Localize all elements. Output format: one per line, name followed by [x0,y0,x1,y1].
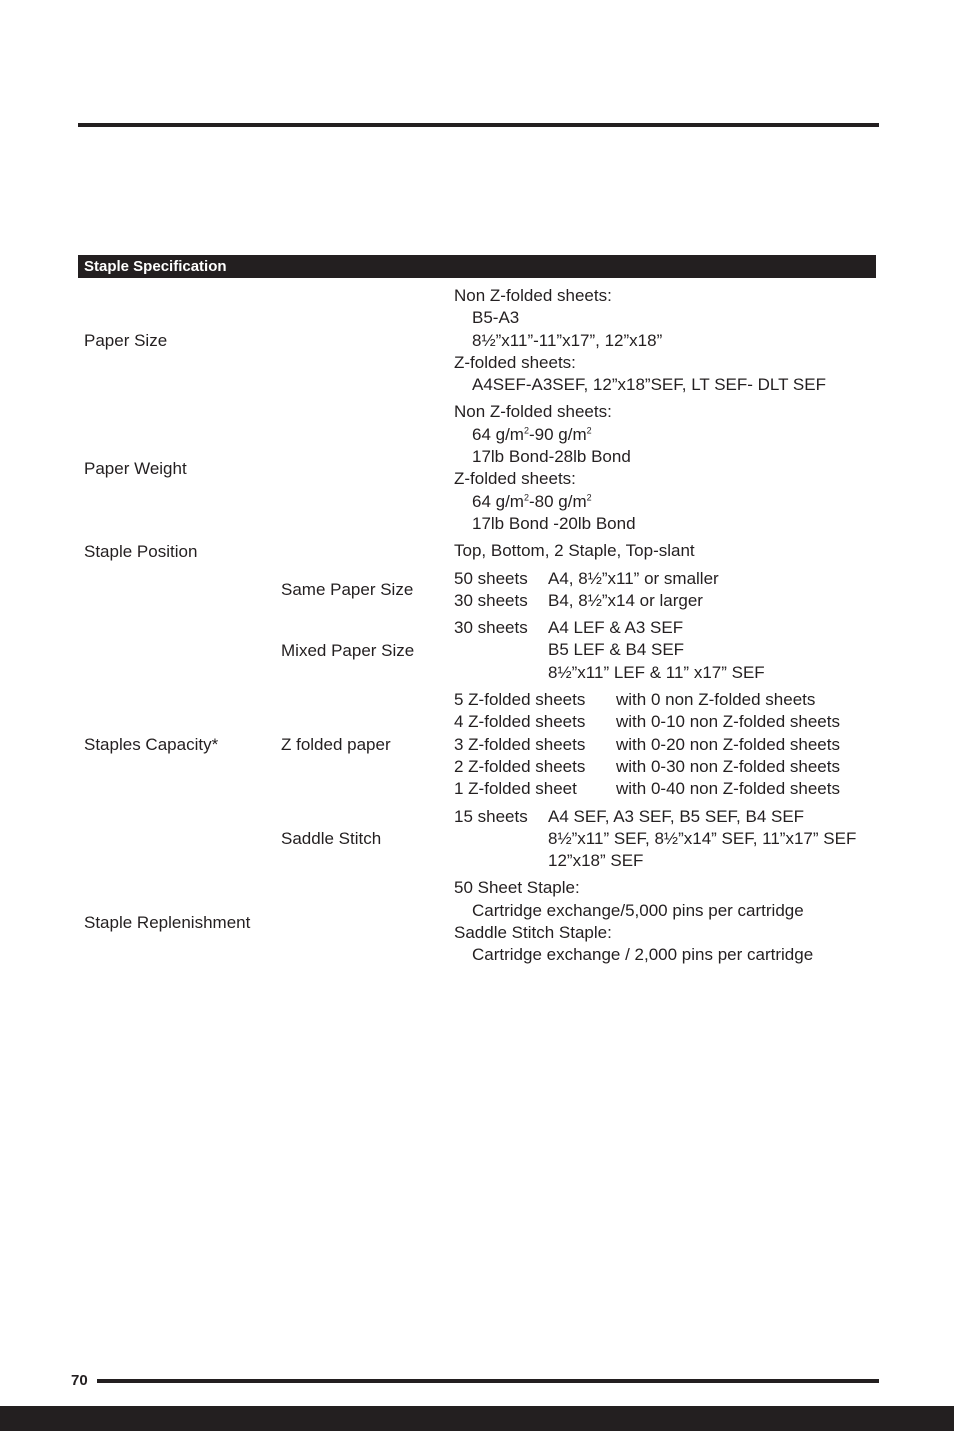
spec-text: Non Z-folded sheets: [454,402,612,422]
spec-value [454,401,876,535]
spec-line [454,540,876,562]
spec-text: A4 SEF, A3 SEF, B5 SEF, B4 SEF [548,806,805,826]
spec-value [454,689,876,800]
spec-text: 64 $g/m^2-90$ $g/m^2$ [472,424,592,444]
zfold-count: 1 Z-folded sheet [454,779,577,799]
spec-line [454,330,876,352]
spec-text: Cartridge exchange / 2,000 pins per cartridge [472,945,814,965]
spec-row [78,615,876,687]
spec-text: B5-A3 [472,308,520,328]
spec-line [454,374,876,396]
page-number: 70 [71,1372,88,1389]
spec-text: 8½”x11” SEF, 8½”x14” SEF, 11”x17” SEF [548,828,857,848]
spec-sublabel: Mixed Paper Size [281,641,415,661]
spec-line [454,568,876,590]
spec-line [454,352,876,374]
spec-line [454,307,876,329]
spec-line [454,778,876,800]
spec-line [454,639,876,661]
spec-line [454,468,876,490]
sheet-count: 50 sheets [454,568,528,588]
spec-line [454,446,876,468]
spec-text: 50 Sheet Staple: [454,878,580,898]
spec-row [78,399,876,538]
spec-table [78,283,876,970]
spec-sublabel: Saddle Stitch [281,829,382,849]
spec-line [454,424,876,446]
spec-value [454,285,876,396]
spec-text: B4, 8½”x14 or larger [548,590,703,610]
spec-text: 12”x18” SEF [548,851,644,871]
spec-row [78,538,876,565]
spec-line [454,401,876,423]
sheet-count: 15 sheets [454,806,528,826]
spec-value [454,540,876,562]
spec-value [454,877,876,966]
spec-line [454,806,876,828]
spec-text: with 0-30 non Z-folded sheets [616,756,840,776]
spec-text: B5 LEF & B4 SEF [548,640,685,660]
spec-text: with 0 non Z-folded sheets [616,690,816,710]
spec-text: Saddle Stitch Staple: [454,923,612,943]
spec-text: A4SEF-A3SEF, 12”x18”SEF, LT SEF- DLT SEF [472,375,826,395]
spec-value [454,568,876,613]
spec-line [454,756,876,778]
spec-line [454,689,876,711]
spec-line [454,491,876,513]
spec-line [454,877,876,899]
spec-text: 8½”x11”-11”x17”, 12”x18” [472,330,663,350]
spec-row [78,804,876,876]
spec-text: Z-folded sheets: [454,352,576,372]
spec-text: A4 LEF & A3 SEF [548,618,684,638]
spec-row [78,687,876,803]
spec-text: with 0-10 non Z-folded sheets [616,712,840,732]
spec-line [454,944,876,966]
spec-line [454,711,876,733]
spec-text: Z-folded sheets: [454,469,576,489]
spec-sublabel: Z folded paper [281,735,391,755]
spec-text: 17lb Bond-28lb Bond [472,447,631,467]
section-title: Staple Specification [78,255,876,278]
spec-text: 8½”x11” LEF & 11” x17” SEF [548,662,765,682]
spec-line [454,285,876,307]
spec-label: Staple Replenishment [84,912,251,932]
spec-label: Staple Position [84,541,198,561]
spec-text: A4, 8½”x11” or smaller [548,568,719,588]
spec-line [454,922,876,944]
spec-line [454,828,876,850]
spec-line [454,590,876,612]
spec-text: with 0-40 non Z-folded sheets [616,779,840,799]
spec-label: Paper Weight [84,458,187,478]
spec-line [454,662,876,684]
zfold-count: 3 Z-folded sheets [454,734,586,754]
spec-line [454,617,876,639]
sheet-count: 30 sheets [454,590,528,610]
zfold-count: 5 Z-folded sheets [454,690,586,710]
spec-text: Cartridge exchange/5,000 pins per cartridge [472,900,804,920]
top-rule [78,123,879,127]
spec-line [454,900,876,922]
spec-text: 64 $g/m^2-80$ $g/m^2$ [472,491,592,511]
spec-value [454,617,876,684]
spec-row [78,875,876,969]
spec-label: Paper Size [84,331,168,351]
bottom-rule [97,1379,879,1383]
zfold-count: 2 Z-folded sheets [454,756,586,776]
spec-line [454,850,876,872]
spec-line [454,734,876,756]
spec-text: Top, Bottom, 2 Staple, Top-slant [454,541,695,561]
spec-value [454,806,876,873]
spec-text: 17lb Bond -20lb Bond [472,513,636,533]
spec-row [78,566,876,616]
spec-label: Staples Capacity* [84,735,219,755]
spec-sublabel: Same Paper Size [281,580,414,600]
zfold-count: 4 Z-folded sheets [454,712,586,732]
spec-text: with 0-20 non Z-folded sheets [616,734,840,754]
sheet-count: 30 sheets [454,618,528,638]
footer-bar [0,1406,954,1431]
spec-text: Non Z-folded sheets: [454,286,612,305]
spec-row [78,283,876,399]
spec-line [454,513,876,535]
